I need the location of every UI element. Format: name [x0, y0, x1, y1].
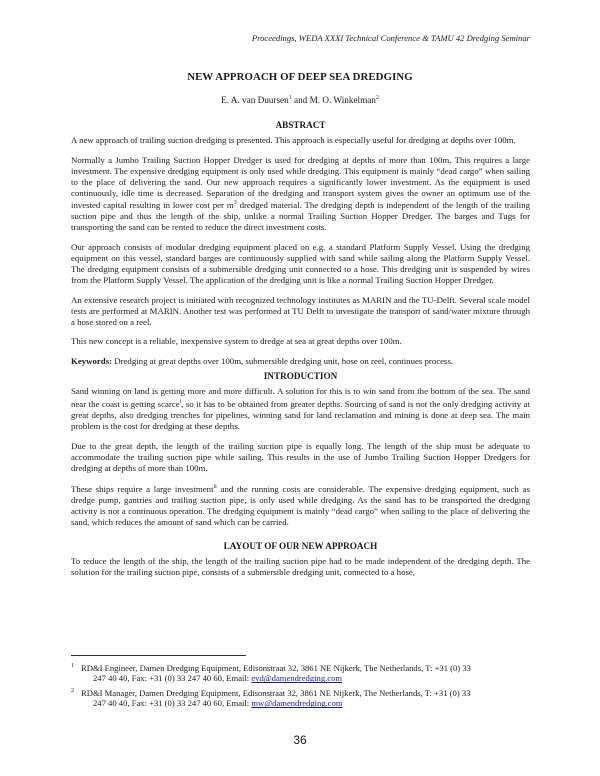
text-run: Normally a Jumbo Trailing Suction Hopper Dredger is used for dredging at depths of more than 100m. This requires a large investment. The expensive dredging equipment is only used while dredging. This equipment is mainly “dead cargo” when sailing to the place of delivering the sand. Our new approach requires a significantly lower investment. As the equipment is used continuously, idle time is decreased. Separation of the dredging and transport system gives the owner an optimum use of the invested capital resulting in lower cost per m: [71, 154, 530, 211]
email-link[interactable]: evd@damendredging.com: [251, 673, 343, 684]
email-link[interactable]: mw@damendredging.com: [251, 698, 343, 709]
abstract-heading: ABSTRACT: [275, 120, 326, 130]
text-run: dredged material. The dredging depth is independent of the length of the trailing suction pipe and thus the length of the ship, unlike a normal Trailing Suction Hopper Dredger. The barges and Tugs for transporting the sand can be rented to reduce the direct investment costs.: [71, 200, 530, 233]
footnote-divider: [71, 655, 246, 656]
introduction-paragraph: [71, 482, 530, 528]
layout-heading: LAYOUT OF OUR NEW APPROACH: [223, 540, 378, 551]
layout-paragraph: To reduce the length of the ship, the length of the trailing suction pipe had to be made independent of the dredging depth. The solution for the trailing suction pipe, consists of a submersible dredging unit, connected to a hose,: [71, 555, 530, 577]
text-run: , so it has to be obtained from greater depths. Sourcing of sand is not the only dredging activity at great depths, also dredging trenches for pipelines, winning sand for land reclamation and mining is done at deep sea. The main problem is the cost for dredging at these depths.: [71, 398, 530, 431]
footnote-continuation: 247 40 40, Fax: +31 (0) 33 247 40 60, Email: mw@damendredging.com: [93, 698, 343, 709]
abstract-paragraph: [71, 155, 530, 233]
footnote-1: [71, 661, 530, 684]
page-number: 36: [293, 733, 307, 747]
author-line: [0, 95, 600, 105]
abstract-paragraph: An extensive research project is initiated with recognized technology institutes as MARIN and the TU-Delft. Several scale model tests are performed at MARIN. Another test was performed at TU Delft to investigate the transport of sand/water mixture through a hose stored on a reel.: [71, 294, 530, 327]
introduction-paragraph: Due to the great depth, the length of the trailing suction pipe is equally long. The length of the ship must be adequate to accommodate the trailing suction pipe while sailing. This results in the use of Jumbo Trailing Suction Hopper Dredgers for dredging at depths of more than 100m.: [71, 440, 530, 473]
text-run: These ships require a large investment: [71, 484, 214, 495]
paper-title: NEW APPROACH OF DEEP SEA DREDGING: [187, 71, 413, 83]
footnote-text: RD&I Engineer, Damen Dredging Equipment, Edisonstraat 32, 3861 NE Nijkerk, The Netherlands, T: +31 (0) 33: [81, 662, 471, 673]
author-1-footnote-mark: 1: [288, 95, 292, 101]
endnote-mark: ii: [213, 484, 217, 491]
footnote-number: 2: [71, 688, 74, 694]
keywords: [71, 356, 530, 367]
abstract-paragraph: A new approach of trailing suction dredging is presented. This approach is especially useful for dredging at depths over 100m.: [71, 134, 516, 145]
author-1: E. A. van Duursen: [221, 95, 289, 106]
author-conjunction: and: [291, 95, 310, 106]
abstract-paragraph: Our approach consists of modular dredging equipment placed on e.g. a standard Platform Supply Vessel. Using the dredging equipment on this vessel, standard barges are continuously supplied with sand while sailing along the Platform Supply Vessel. The dredging equipment consists of a submersible dredging unit connected to a hose. This dredging unit is suspended by wires from the Platform Supply Vessel. The application of the dredging unit is like a normal Trailing Suction Hopper Dredger.: [71, 242, 530, 285]
introduction-paragraph: [71, 386, 530, 432]
running-header: Proceedings, WEDA XXXI Technical Conference & TAMU 42 Dredging Seminar: [251, 33, 530, 43]
footnote-text: RD&I Manager, Damen Dredging Equipment, Edisonstraat 32, 3861 NE Nijkerk, The Netherlands, T: +31 (0) 33: [81, 687, 471, 698]
text-run: and the running costs are considerable. The expensive dredging equipment, such as dredge pump, gantries and trailing suction pipe, is only used while dredging. As the sand has to be transported the dredging activity is not a continuous operation. The dredging equipment is mainly “dead cargo” when sailing to the place of delivering the sand, which reduces the amount of sand which can be carried.: [71, 484, 530, 528]
footnote-2: [71, 686, 530, 709]
author-2: M. O. Winkelman: [309, 95, 376, 106]
author-2-footnote-mark: 2: [375, 95, 379, 101]
keywords-text: Dredging at great depths over 100m, submersible dredging unit, hose on reel, continues process.: [112, 356, 454, 367]
endnote-mark: i: [179, 399, 182, 406]
keywords-label: Keywords:: [71, 356, 113, 367]
abstract-paragraph: This new concept is a reliable, inexpensive system to dredge at sea at great depths over 100m.: [71, 336, 402, 347]
introduction-heading: INTRODUCTION: [263, 371, 338, 382]
superscript: 3: [233, 200, 237, 207]
footnote-number: 1: [71, 663, 74, 669]
text-run: Sand winning on land is getting more and more difficult. A solution for this is to win sand from the bottom of the sea. The sand near the coast is getting scarce: [71, 386, 530, 409]
body-text: [71, 120, 530, 578]
footnote-continuation: 247 40 40, Fax: +31 (0) 33 247 40 60, Email: evd@damendredging.com: [93, 673, 343, 684]
